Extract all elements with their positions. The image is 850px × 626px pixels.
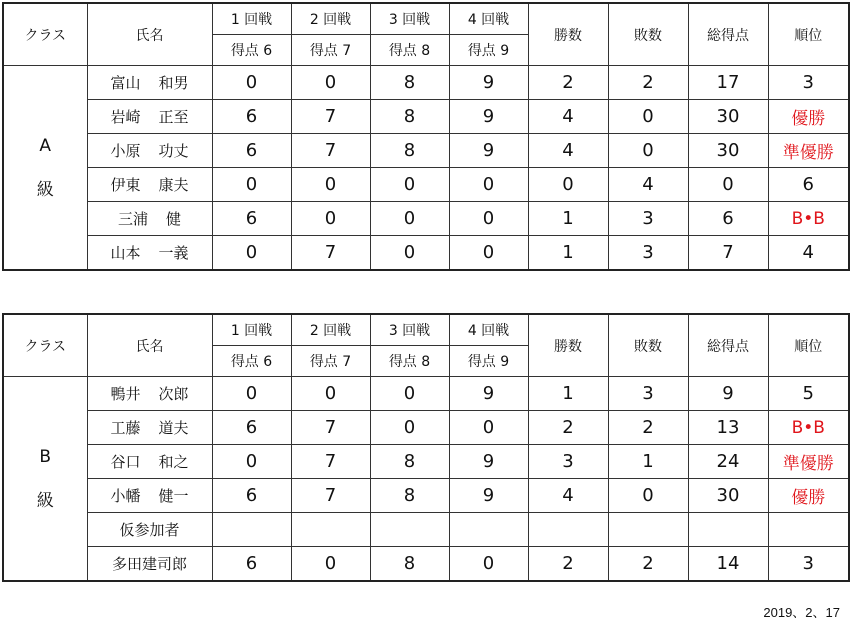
total-score-cell: 0 <box>688 168 768 202</box>
round-3-score: 0 <box>370 377 449 411</box>
header-losses: 敗数 <box>608 314 688 377</box>
total-score-cell: 13 <box>688 411 768 445</box>
rank-cell: 3 <box>768 547 849 582</box>
rank-cell: 3 <box>768 66 849 100</box>
player-given-name: 健 <box>166 210 182 228</box>
table-row <box>3 236 849 271</box>
round-4-score: 9 <box>449 66 528 100</box>
header-points-3: 得点 8 <box>370 346 449 377</box>
round-2-score: 0 <box>291 168 370 202</box>
round-4-score: 0 <box>449 168 528 202</box>
player-given-name: 和男 <box>158 74 189 92</box>
player-surname: 伊東 <box>110 176 141 194</box>
round-4-score: 9 <box>449 445 528 479</box>
class-letter: B <box>39 446 52 467</box>
header-round-3: 3 回戦 <box>370 3 449 35</box>
round-1-score: 6 <box>212 547 291 582</box>
header-round-3: 3 回戦 <box>370 314 449 346</box>
table-row <box>3 168 849 202</box>
class-letter: A <box>39 135 52 156</box>
player-surname: 小幡 <box>110 487 141 505</box>
round-4-score: 0 <box>449 202 528 236</box>
round-1-score: 0 <box>212 377 291 411</box>
footer-date: 2019、2、17 <box>763 605 840 620</box>
rank-cell: B•B <box>768 202 849 236</box>
header-rank: 順位 <box>768 3 849 66</box>
losses-cell: 1 <box>608 445 688 479</box>
losses-cell: 3 <box>608 202 688 236</box>
round-3-score: 8 <box>370 479 449 513</box>
round-1-score: 6 <box>212 411 291 445</box>
player-surname: 鴨井 <box>110 385 141 403</box>
round-2-score: 7 <box>291 411 370 445</box>
table-row <box>3 377 849 411</box>
wins-cell <box>528 513 608 547</box>
table-row <box>3 134 849 168</box>
header-round-4: 4 回戦 <box>449 314 528 346</box>
player-surname: 工藤 <box>110 419 141 437</box>
player-name-cell <box>87 547 212 582</box>
header-points-2: 得点 7 <box>291 35 370 66</box>
header-points-4: 得点 9 <box>449 346 528 377</box>
player-name-cell <box>87 202 212 236</box>
round-4-score: 0 <box>449 411 528 445</box>
player-given-name: 次郎 <box>158 385 189 403</box>
wins-cell: 1 <box>528 202 608 236</box>
header-round-2: 2 回戦 <box>291 3 370 35</box>
player-name-cell <box>87 66 212 100</box>
losses-cell: 3 <box>608 377 688 411</box>
header-points-4: 得点 9 <box>449 35 528 66</box>
round-3-score: 8 <box>370 100 449 134</box>
total-score-cell: 24 <box>688 445 768 479</box>
rank-cell: B•B <box>768 411 849 445</box>
player-name-cell <box>87 513 212 547</box>
total-score-cell: 7 <box>688 236 768 271</box>
total-score-cell: 17 <box>688 66 768 100</box>
round-3-score: 8 <box>370 66 449 100</box>
player-surname: 山本 <box>110 244 141 262</box>
player-name-cell <box>87 377 212 411</box>
round-1-score: 6 <box>212 202 291 236</box>
round-4-score: 9 <box>449 100 528 134</box>
header-rank: 順位 <box>768 314 849 377</box>
table-row <box>3 202 849 236</box>
losses-cell <box>608 513 688 547</box>
total-score-cell: 9 <box>688 377 768 411</box>
player-name-cell <box>87 100 212 134</box>
round-1-score: 0 <box>212 445 291 479</box>
header-round-4: 4 回戦 <box>449 3 528 35</box>
table-row <box>3 411 849 445</box>
table-row <box>3 445 849 479</box>
player-given-name: 康夫 <box>158 176 189 194</box>
header-total: 総得点 <box>688 314 768 377</box>
round-1-score: 6 <box>212 100 291 134</box>
class-a-table <box>2 2 850 271</box>
table-row <box>3 100 849 134</box>
wins-cell: 2 <box>528 547 608 582</box>
round-1-score: 6 <box>212 479 291 513</box>
class-kanji: 級 <box>36 490 54 511</box>
round-4-score: 0 <box>449 236 528 271</box>
player-surname: 小原 <box>110 142 141 160</box>
table-row <box>3 513 849 547</box>
losses-cell: 4 <box>608 168 688 202</box>
total-score-cell: 30 <box>688 100 768 134</box>
class-label <box>3 66 87 271</box>
header-losses: 敗数 <box>608 3 688 66</box>
class-b-table <box>2 313 850 582</box>
losses-cell: 3 <box>608 236 688 271</box>
round-2-score: 7 <box>291 100 370 134</box>
player-given-name: 功丈 <box>158 142 189 160</box>
header-class: クラス <box>3 314 87 377</box>
losses-cell: 0 <box>608 134 688 168</box>
player-given-name: 健一 <box>158 487 189 505</box>
round-3-score: 0 <box>370 411 449 445</box>
table-row <box>3 547 849 582</box>
rank-cell <box>768 513 849 547</box>
round-2-score: 0 <box>291 547 370 582</box>
player-given-name: 和之 <box>158 453 189 471</box>
player-surname: 岩崎 <box>110 108 141 126</box>
header-points-1: 得点 6 <box>212 346 291 377</box>
round-2-score: 7 <box>291 236 370 271</box>
player-name-cell <box>87 168 212 202</box>
rank-cell: 優勝 <box>768 479 849 513</box>
round-3-score: 8 <box>370 547 449 582</box>
rank-cell: 優勝 <box>768 100 849 134</box>
player-surname: 三浦 <box>117 210 148 228</box>
class-kanji: 級 <box>36 179 54 200</box>
round-3-score <box>370 513 449 547</box>
rank-cell: 準優勝 <box>768 134 849 168</box>
wins-cell: 4 <box>528 100 608 134</box>
round-1-score: 0 <box>212 168 291 202</box>
player-name-cell <box>87 445 212 479</box>
round-2-score: 7 <box>291 134 370 168</box>
header-round-1: 1 回戦 <box>212 314 291 346</box>
header-wins: 勝数 <box>528 314 608 377</box>
losses-cell: 0 <box>608 100 688 134</box>
player-surname: 多田建司郎 <box>111 555 187 573</box>
wins-cell: 4 <box>528 134 608 168</box>
round-2-score: 0 <box>291 66 370 100</box>
wins-cell: 0 <box>528 168 608 202</box>
player-name-cell <box>87 236 212 271</box>
round-4-score <box>449 513 528 547</box>
player-surname: 仮参加者 <box>119 521 180 539</box>
round-2-score: 7 <box>291 445 370 479</box>
round-4-score: 9 <box>449 479 528 513</box>
round-1-score <box>212 513 291 547</box>
header-name: 氏名 <box>87 314 212 377</box>
total-score-cell: 6 <box>688 202 768 236</box>
player-given-name: 正至 <box>158 108 189 126</box>
header-name: 氏名 <box>87 3 212 66</box>
round-2-score: 0 <box>291 202 370 236</box>
wins-cell: 1 <box>528 377 608 411</box>
header-round-2: 2 回戦 <box>291 314 370 346</box>
wins-cell: 3 <box>528 445 608 479</box>
round-1-score: 0 <box>212 66 291 100</box>
round-1-score: 6 <box>212 134 291 168</box>
total-score-cell: 14 <box>688 547 768 582</box>
table-row <box>3 66 849 100</box>
total-score-cell: 30 <box>688 134 768 168</box>
round-1-score: 0 <box>212 236 291 271</box>
rank-cell: 準優勝 <box>768 445 849 479</box>
player-surname: 富山 <box>110 74 141 92</box>
wins-cell: 4 <box>528 479 608 513</box>
header-round-1: 1 回戦 <box>212 3 291 35</box>
player-name-cell <box>87 479 212 513</box>
table-row <box>3 479 849 513</box>
round-3-score: 0 <box>370 202 449 236</box>
round-4-score: 0 <box>449 547 528 582</box>
wins-cell: 2 <box>528 411 608 445</box>
rank-cell: 6 <box>768 168 849 202</box>
losses-cell: 2 <box>608 411 688 445</box>
player-given-name: 道夫 <box>158 419 189 437</box>
wins-cell: 2 <box>528 66 608 100</box>
losses-cell: 2 <box>608 547 688 582</box>
header-points-1: 得点 6 <box>212 35 291 66</box>
total-score-cell: 30 <box>688 479 768 513</box>
round-3-score: 0 <box>370 236 449 271</box>
round-4-score: 9 <box>449 134 528 168</box>
round-2-score <box>291 513 370 547</box>
header-class: クラス <box>3 3 87 66</box>
losses-cell: 0 <box>608 479 688 513</box>
total-score-cell <box>688 513 768 547</box>
round-3-score: 8 <box>370 445 449 479</box>
wins-cell: 1 <box>528 236 608 271</box>
round-2-score: 7 <box>291 479 370 513</box>
header-total: 総得点 <box>688 3 768 66</box>
player-name-cell <box>87 134 212 168</box>
header-points-2: 得点 7 <box>291 346 370 377</box>
rank-cell: 5 <box>768 377 849 411</box>
losses-cell: 2 <box>608 66 688 100</box>
player-given-name: 一義 <box>158 244 189 262</box>
rank-cell: 4 <box>768 236 849 271</box>
player-surname: 谷口 <box>110 453 141 471</box>
round-3-score: 0 <box>370 168 449 202</box>
round-2-score: 0 <box>291 377 370 411</box>
round-3-score: 8 <box>370 134 449 168</box>
round-4-score: 9 <box>449 377 528 411</box>
header-points-3: 得点 8 <box>370 35 449 66</box>
header-wins: 勝数 <box>528 3 608 66</box>
class-label <box>3 377 87 582</box>
player-name-cell <box>87 411 212 445</box>
